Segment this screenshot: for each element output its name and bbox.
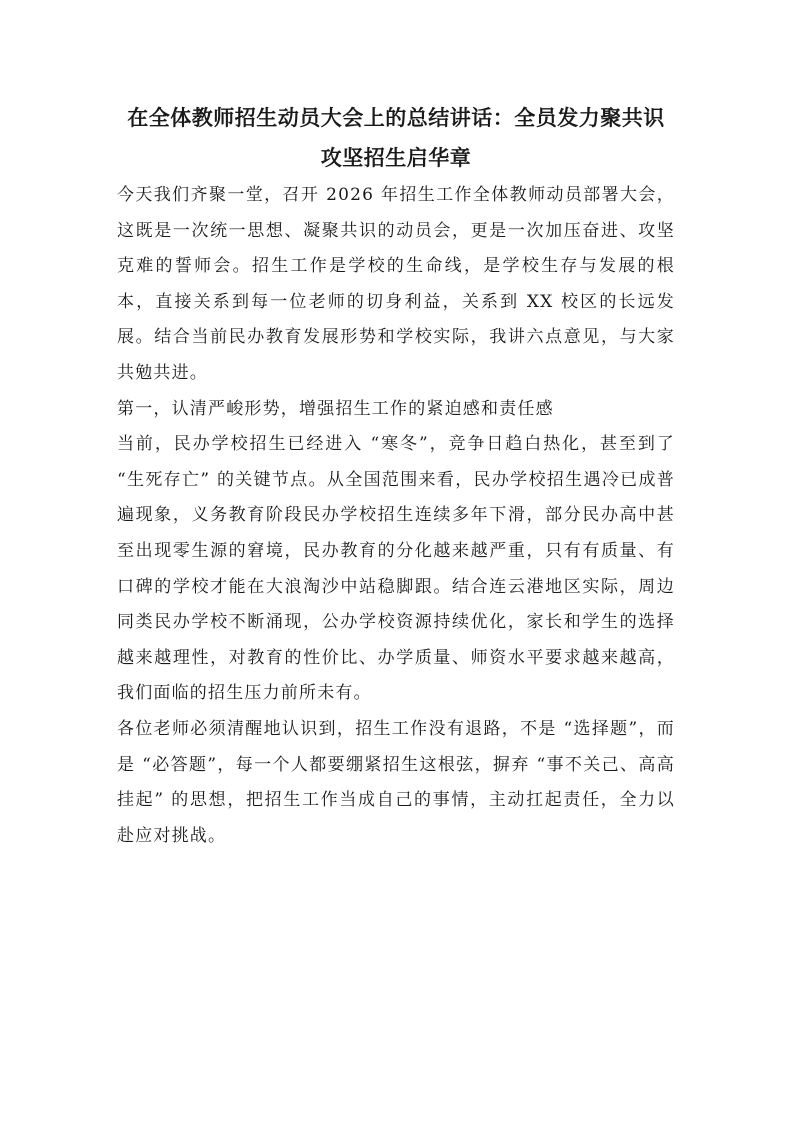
document-title: 在全体教师招生动员大会上的总结讲话：全员发力聚共识 攻坚招生启华章 xyxy=(127,105,665,170)
document-page xyxy=(117,98,675,854)
section-heading-1: 第一，认清严峻形势，增强招生工作的紧迫感和责任感 xyxy=(117,398,554,419)
paragraph-responsibility: 各位老师必须清醒地认识到，招生工作没有退路，不是 “选择题”，而是 “必答题”，每一个人都要绷紧招生这根弦，摒弃 “事不关己、高高挂起” 的思想，把招生工作当成自己的事情，主动扛起责任，全力以赴应对挑战。 xyxy=(117,718,675,846)
paragraph-situation: 当前，民办学校招生已经进入 “寒冬”，竞争日趋白热化，甚至到了 “生死存亡” 的关键节点。从全国范围来看，民办学校招生遇冷已成普遍现象，义务教育阶段民办学校招生连续多年下滑，部分民办高中甚至出现零生源的窘境，民办教育的分化越来越严重，只有有质量、有口碑的学校才能在大浪淘沙中站稳脚跟。结合连云港地区实际，周边同类民办学校不断涌现，公办学校资源持续优化，家长和学生的选择越来越理性，对教育的性价比、办学质量、师资水平要求越来越高，我们面临的招生压力前所未有。 xyxy=(117,434,675,704)
paragraph-intro: 今天我们齐聚一堂，召开 2026 年招生工作全体教师动员部署大会，这既是一次统一思想、凝聚共识的动员会，更是一次加压奋进、攻坚克难的誓师会。招生工作是学校的生命线，是学校生存与发展的根本，直接关系到每一位老师的切身利益，关系到 XX 校区的长远发展。结合当前民办教育发展形势和学校实际，我讲六点意见，与大家共勉共进。 xyxy=(117,185,675,383)
